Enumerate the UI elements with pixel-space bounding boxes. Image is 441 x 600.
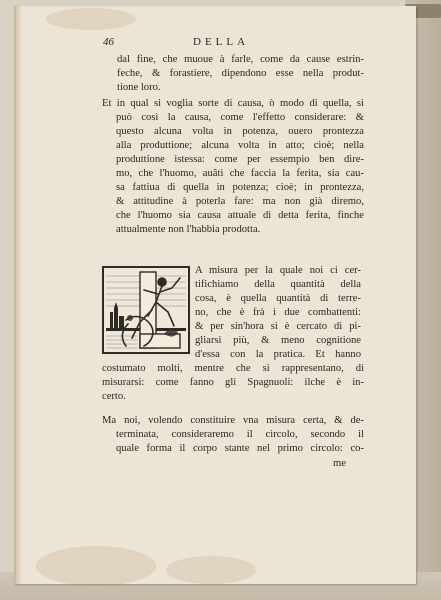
text-line: dal fine, che muoue à farle, come da cause estrin- xyxy=(117,54,364,65)
decorated-initial-l xyxy=(102,266,190,354)
text-line: alla produttione; alcuna volta in atto; cioè; nella xyxy=(116,140,364,151)
text-line: tione loro. xyxy=(117,82,161,93)
text-line: d'essa con la pratica. Et hanno xyxy=(195,349,361,360)
text-line: attualmente non l'habbia prodotta. xyxy=(116,224,261,235)
text-line: gliarsi più, & meno cognitione xyxy=(195,335,361,346)
paragraph-3-continued xyxy=(102,362,364,404)
text-line: questo alcuna volta in potenza, ouero prontezza xyxy=(116,126,364,137)
paper-stain xyxy=(36,546,156,586)
text-line: quale forma il corpo stante nel primo circolo: co- xyxy=(116,443,364,454)
text-line: certo. xyxy=(102,391,126,402)
paragraph-4 xyxy=(102,414,364,456)
text-line: Ma noi, volendo constituire vna misura certa, & de- xyxy=(102,415,364,426)
text-line: no, che è frà i due combattenti: xyxy=(195,307,361,318)
text-line: Et in qual si voglia sorte di causa, ò modo di quella, si xyxy=(102,98,364,109)
paragraph-3-beside-initial xyxy=(195,264,361,362)
text-line: sa fattiua di quella in potenza; cioè; in prontezza, xyxy=(116,182,364,193)
paper-stain xyxy=(166,556,256,584)
paragraph-1 xyxy=(117,53,364,95)
woodcut-illustration-icon xyxy=(104,268,188,352)
text-line: produttione istessa: come per essempio ben dire- xyxy=(116,154,364,165)
text-line: che l'huomo sia causa attuale di detta ferita, finche xyxy=(116,210,364,221)
text-line: & attitudine à poterla fare: ma non già diremo, xyxy=(116,196,364,207)
text-line: misurarsi: come fanno gli Spagnuoli: ilche è in- xyxy=(102,377,364,388)
text-line: costumato molti, mentre che si rappresentano, di xyxy=(102,363,364,374)
text-line: A misura per la quale noi ci cer- xyxy=(195,265,361,276)
text-line: terminata, consideraremo il circolo, secondo il xyxy=(116,429,364,440)
text-line: può così la causa, come l'effetto considerare: & xyxy=(116,112,364,123)
page-number: 46 xyxy=(103,36,114,48)
text-line: & per sin'hora si è cercato di pi- xyxy=(195,321,361,332)
text-line: tifichiamo della quantità della xyxy=(195,279,361,290)
paper-stain xyxy=(46,8,136,30)
running-head: DELLA xyxy=(193,36,250,48)
text-line: mo, che l'huomo, auâti che faccia la ferita, sia cau- xyxy=(116,168,364,179)
page-edge xyxy=(16,6,22,584)
paragraph-2 xyxy=(102,97,364,237)
text-line: feche, & forastiere, dipendono esse nella produt- xyxy=(117,68,364,79)
catchword: me xyxy=(333,458,346,469)
page-header xyxy=(103,36,363,52)
text-line: cosa, è quella quantità di terre- xyxy=(195,293,361,304)
